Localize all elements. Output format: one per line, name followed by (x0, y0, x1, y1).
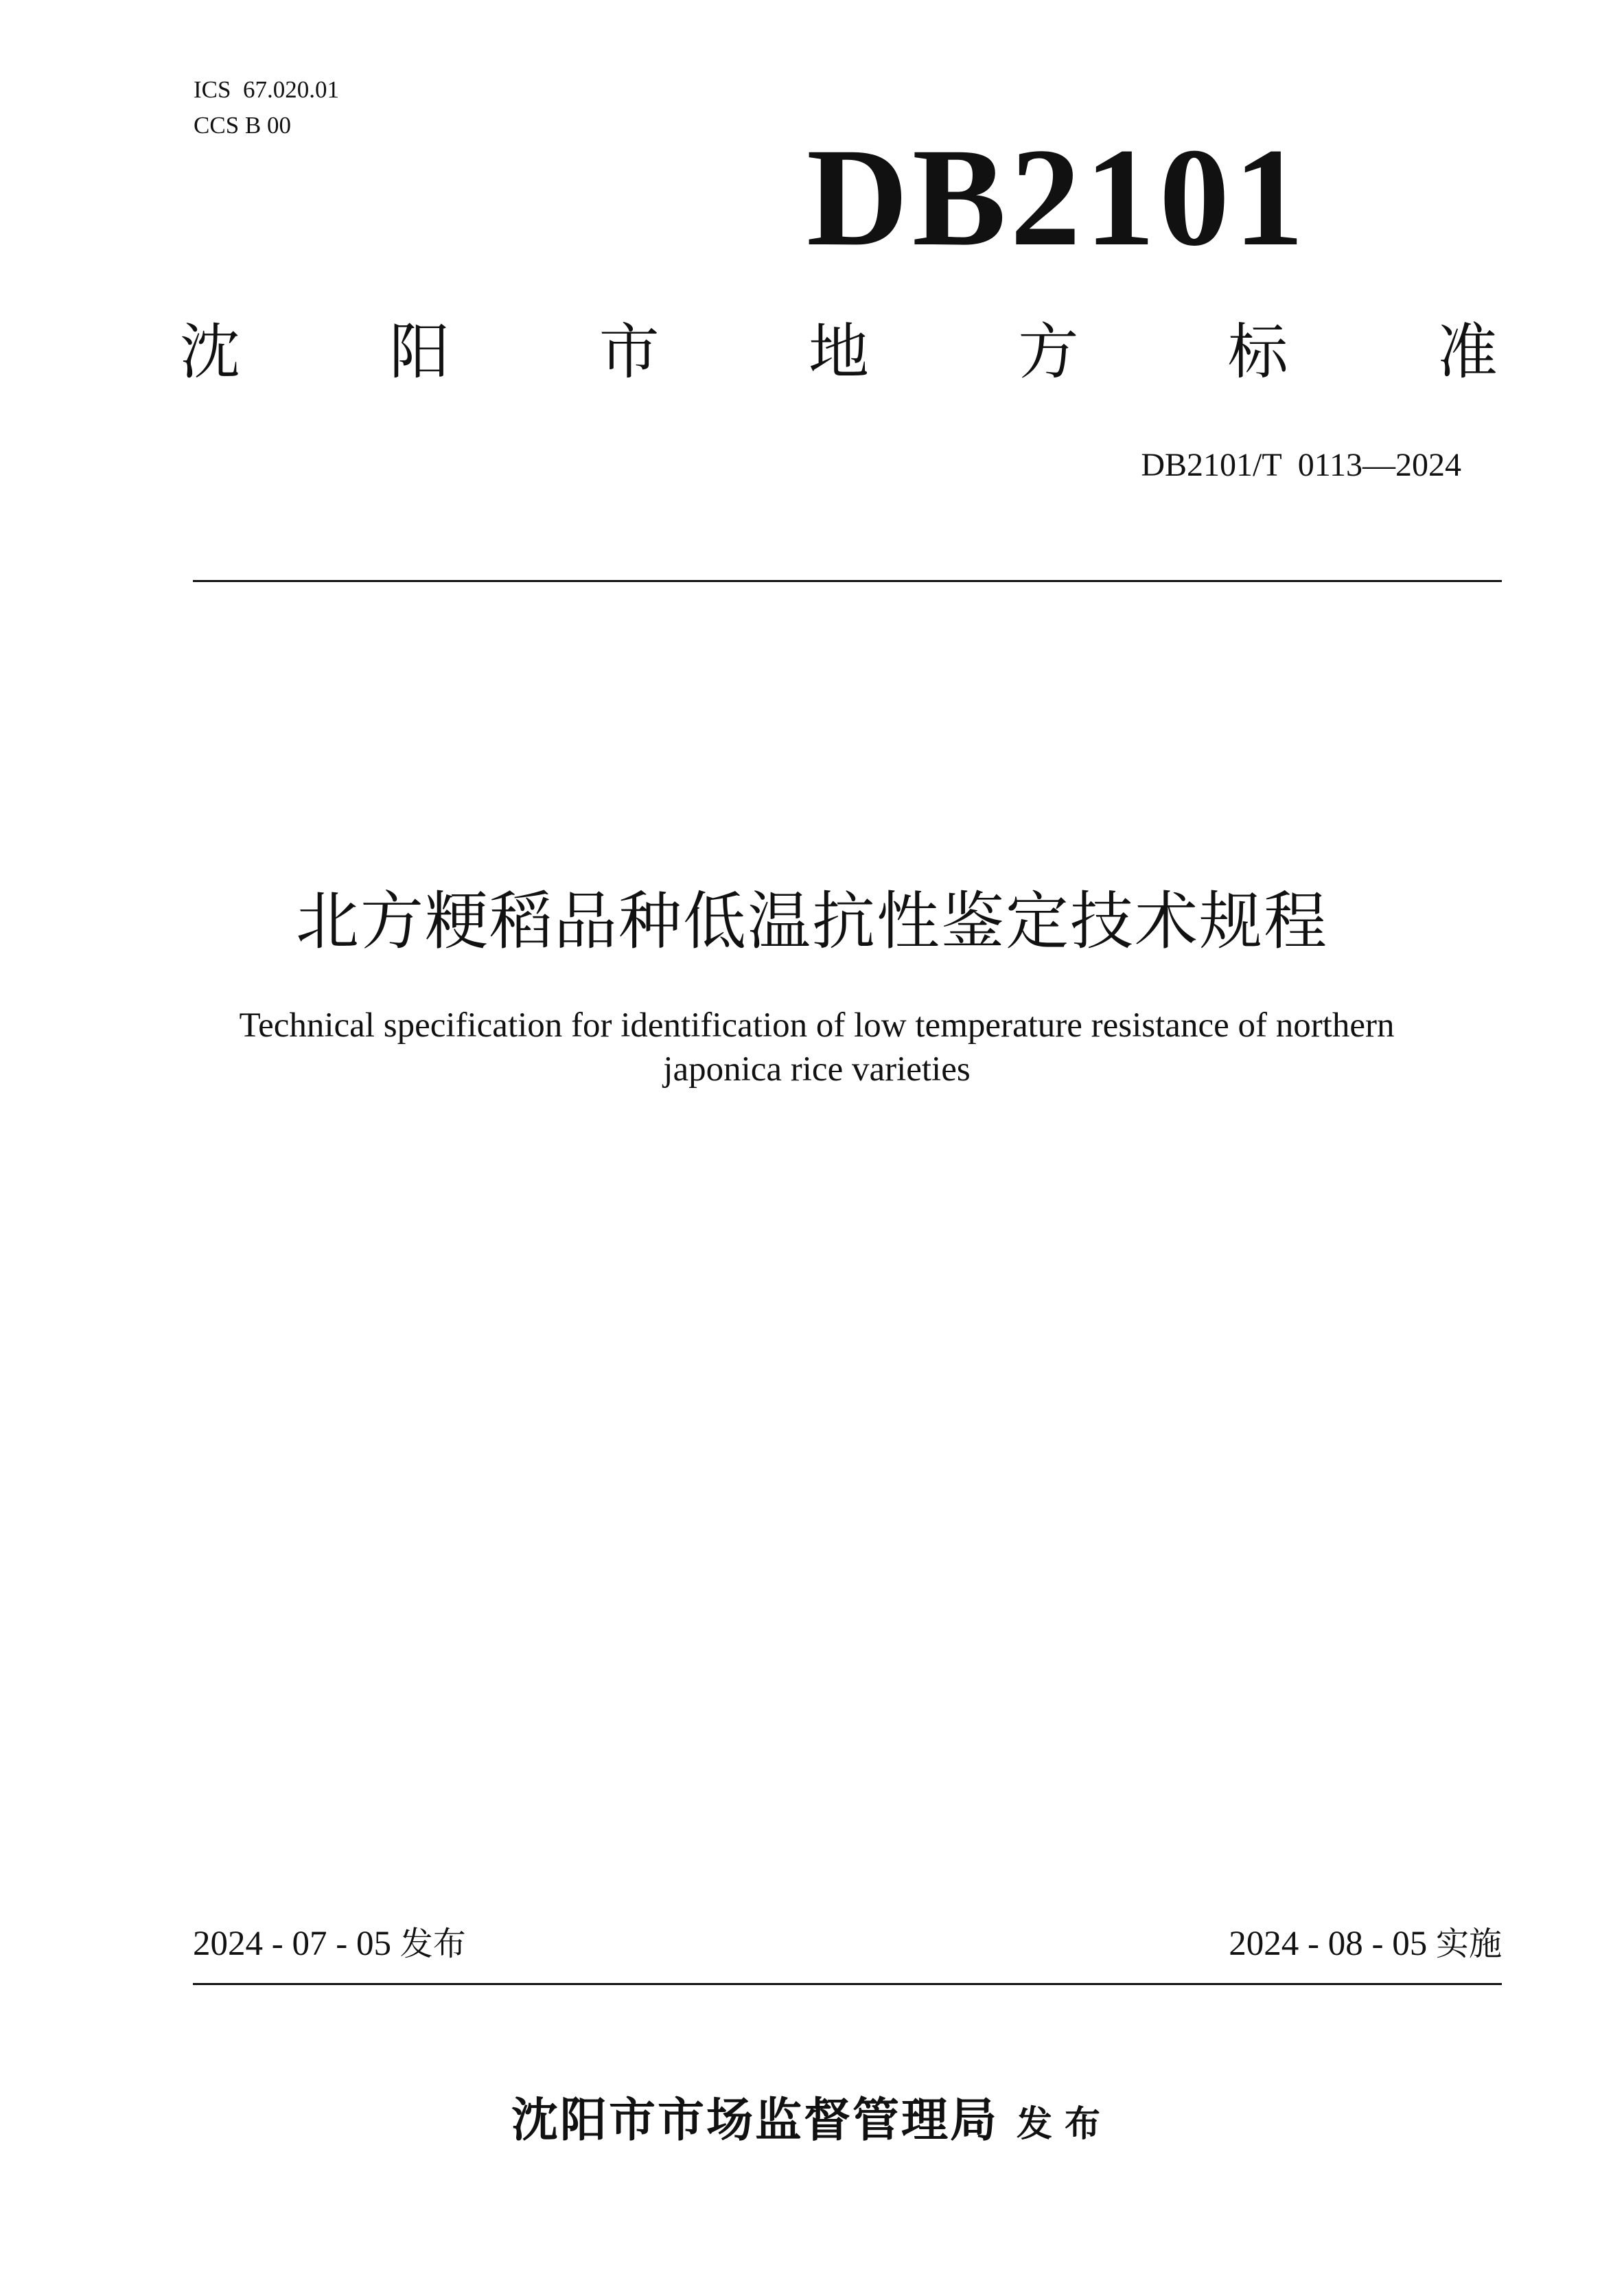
publish-date-value: 2024 - 07 - 05 (193, 1925, 400, 1963)
publish-date-label: 发布 (399, 1925, 466, 1963)
standard-type-char: 地 (808, 316, 869, 387)
standard-type-char: 阳 (389, 316, 450, 387)
standard-type-char: 准 (1437, 316, 1498, 387)
implement-date-value: 2024 - 08 - 05 (1229, 1925, 1436, 1963)
document-title-english (158, 1004, 1476, 1091)
ics-code: ICS 67.020.01 (194, 76, 339, 103)
standard-number: DB2101/T 0113—2024 (1141, 447, 1461, 483)
issuer-name: 沈阳市市场监督管理局 (511, 2094, 999, 2148)
implement-date-label: 实施 (1435, 1925, 1502, 1963)
standard-type-heading (180, 314, 1498, 390)
standard-code-heading: DB2101 (807, 119, 1308, 275)
issuer-line (0, 2087, 1624, 2167)
english-title-line: Technical specification for identification of low temperature resistance of northern (239, 1006, 1395, 1045)
bottom-divider (193, 1983, 1502, 1985)
publish-date (193, 1922, 466, 1966)
top-divider (193, 580, 1502, 582)
standard-type-char: 市 (599, 316, 660, 387)
classification-codes (194, 72, 339, 143)
implement-date (1229, 1922, 1502, 1966)
standard-type-char: 沈 (180, 316, 241, 387)
english-title-line: japonica rice varieties (663, 1050, 971, 1089)
issuer-suffix: 发布 (1017, 2104, 1113, 2145)
standard-type-char: 标 (1227, 316, 1288, 387)
document-title-chinese: 北方粳稻品种低温抗性鉴定技术规程 (295, 885, 1328, 958)
standard-type-char: 方 (1018, 316, 1079, 387)
ccs-code: CCS B 00 (194, 112, 291, 139)
